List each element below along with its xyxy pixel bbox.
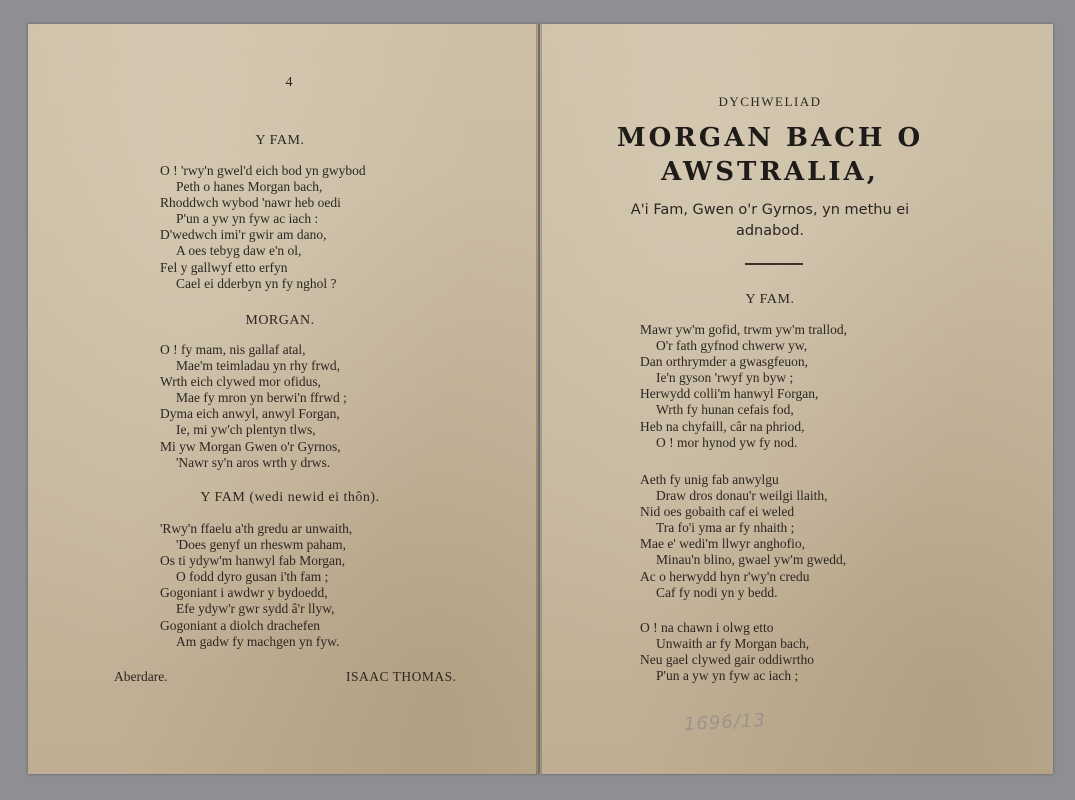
verse-line: P'un a yw yn fyw ac iach ; [656,668,799,684]
verse-line: Mae'm teimladau yn rhy frwd, [176,358,341,374]
verse-line: Tra fo'i yma ar fy nhaith ; [656,520,795,536]
verse-line: Nid oes gobaith caf ei weled [640,504,795,520]
verse-line: Aeth fy unig fab anwylgu [640,472,779,487]
verse-line: Rhoddwch wybod 'nawr heb oedi [160,195,341,211]
verse-line: Ac o herwydd hyn r'wy'n credu [640,568,810,584]
right-stanza-1 [640,322,847,451]
verse-line: D'wedwch imi'r gwir am dano, [160,227,327,243]
handwritten-accession-number: 1696/13 [683,709,767,736]
left-heading-y-fam-changed: Y FAM (wedi newid ei thôn). [200,490,380,505]
verse-line: Gogoniant a diolch drachefen [160,617,321,633]
verse-line: Heb na chyfaill, câr na phriod, [640,418,805,434]
left-stanza-1 [160,163,366,292]
verse-line: Mawr yw'm gofid, trwm yw'm trallod, [640,322,847,337]
verse-line: O ! mor hynod yw fy nod. [656,434,798,450]
title-line-1: MORGAN BACH O [616,123,924,153]
verse-line: 'Does genyf un rheswm paham, [176,537,347,553]
verse-line: Mi yw Morgan Gwen o'r Gyrnos, [160,438,341,454]
verse-line: Unwaith ar fy Morgan bach, [656,636,810,652]
right-stanza-2 [640,472,846,601]
verse-line: Wrth fy hunan cefais fod, [656,402,794,418]
verse-line: P'un a yw yn fyw ac iach : [176,211,319,227]
title-line-2: AWSTRALIA, [661,157,879,187]
verse-line: O ! na chawn i olwg etto [640,620,774,635]
verse-line: Ie'n gyson 'rwyf yn byw ; [656,370,794,386]
verse-line: Fel y gallwyf etto erfyn [160,259,288,275]
verse-line: O'r fath gyfnod chwerw yw, [656,338,808,354]
verse-line: Cael ei dderbyn yn fy nghol ? [176,275,337,291]
verse-line: O ! fy mam, nis gallaf atal, [160,342,306,357]
page-number: 4 [285,75,293,90]
right-heading-y-fam: Y FAM. [745,292,795,307]
verse-line: 'Rwy'n ffaelu a'th gredu ar unwaith, [160,521,353,536]
verse-line: Herwydd colli'm hanwyl Forgan, [640,386,819,402]
verse-line: Efe ydyw'r gwr sydd â'r llyw, [176,601,335,617]
verse-line: Dyma eich anwyl, anwyl Forgan, [160,406,340,422]
verse-line: Wrth eich clywed mor ofidus, [160,374,322,390]
verse-line: Dan orthrymder a gwasgfeuon, [640,354,808,370]
left-stanza-3 [160,521,352,650]
verse-line: Ie, mi yw'ch plentyn tlws, [176,422,316,438]
verse-line: Gogoniant i awdwr y bydoedd, [160,585,328,601]
verse-line: Minau'n blino, gwael yw'm gwedd, [656,552,847,568]
title-kicker: DYCHWELIAD [718,94,822,109]
left-heading-y-fam: Y FAM. [255,133,305,148]
verse-line: Mae e' wedi'm llwyr anghofio, [640,536,805,552]
verse-line: O ! 'rwy'n gwel'd eich bod yn gwybod [160,163,366,178]
left-heading-morgan: MORGAN. [245,313,315,328]
verse-line: A oes tebyg daw e'n ol, [176,243,302,259]
verse-line: Caf fy nodi yn y bedd. [656,584,778,600]
verse-line: Am gadw fy machgen yn fyw. [176,633,340,649]
verse-line: Draw dros donau'r weilgi llaith, [656,488,828,504]
footer-place: Aberdare. [114,669,168,684]
title-divider [745,263,803,265]
subtitle: A'i Fam, Gwen o'r Gyrnos, yn methu ei adnabod. [630,202,910,239]
right-stanza-3 [640,620,814,684]
left-stanza-2 [160,342,347,471]
verse-line: Peth o hanes Morgan bach, [176,179,323,195]
verse-line: Os ti ydyw'm hanwyl fab Morgan, [160,553,346,569]
verse-line: 'Nawr sy'n aros wrth y drws. [176,454,331,470]
verse-line: Neu gael clywed gair oddiwrtho [640,652,814,668]
footer-author: ISAAC THOMAS. [346,669,457,684]
verse-line: Mae fy mron yn berwi'n ffrwd ; [176,390,347,406]
verse-line: O fodd dyro gusan i'th fam ; [176,569,329,585]
